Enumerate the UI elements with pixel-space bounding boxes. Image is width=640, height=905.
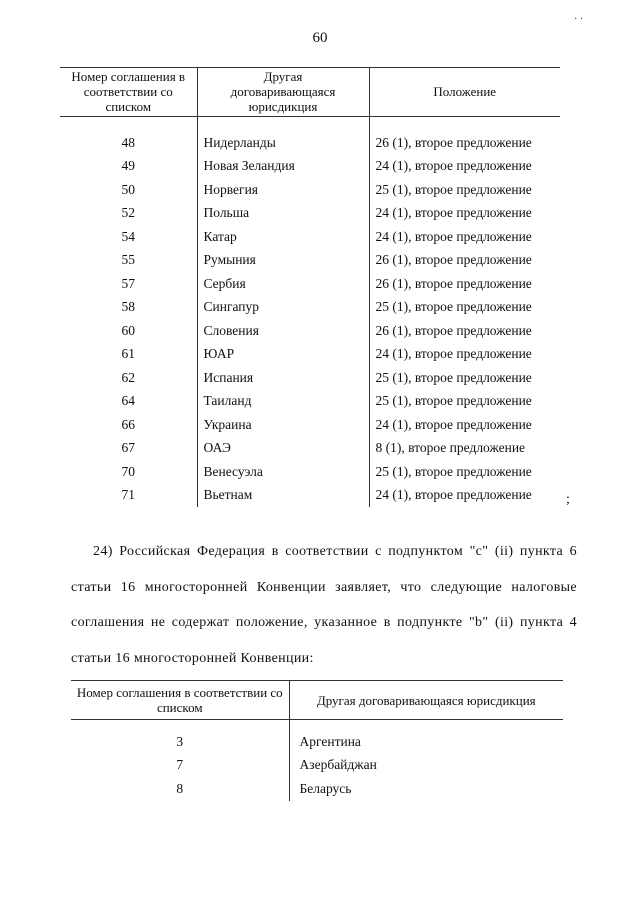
jurisdiction-cell: Беларусь bbox=[289, 777, 563, 801]
agreement-number-cell: 62 bbox=[121, 369, 135, 385]
provision-cell: 26 (1), второе предложение bbox=[369, 131, 560, 155]
provision-cell: 25 (1), второе предложение bbox=[369, 178, 560, 202]
agreement-number-cell: 49 bbox=[121, 158, 135, 174]
jurisdiction-cell: Румыния bbox=[197, 249, 369, 273]
jurisdiction-cell: Нидерланды bbox=[197, 131, 369, 155]
agreement-number-cell: 55 bbox=[121, 252, 135, 268]
jurisdiction-cell: Азербайджан bbox=[289, 754, 563, 778]
table-row bbox=[60, 460, 560, 484]
provision-cell: 24 (1), второе предложение bbox=[369, 484, 560, 508]
agreement-number-cell: 54 bbox=[121, 228, 135, 244]
header-agreement-number: Номер соглашения в соответствии со списком bbox=[71, 681, 289, 720]
agreement-number-cell: 48 bbox=[121, 134, 135, 150]
jurisdiction-cell: ОАЭ bbox=[197, 437, 369, 461]
provision-cell: 25 (1), второе предложение bbox=[369, 460, 560, 484]
agreement-number-cell: 70 bbox=[121, 463, 135, 479]
provision-cell: 8 (1), второе предложение bbox=[369, 437, 560, 461]
table-row bbox=[60, 319, 560, 343]
table-row bbox=[60, 202, 560, 226]
table-row bbox=[71, 730, 563, 754]
corner-mark: · · bbox=[574, 14, 584, 25]
table-row bbox=[60, 484, 560, 508]
agreement-number-cell: 71 bbox=[121, 487, 135, 503]
jurisdiction-cell: Таиланд bbox=[197, 390, 369, 414]
agreement-number-cell: 67 bbox=[121, 440, 135, 456]
agreement-number-cell: 58 bbox=[121, 299, 135, 315]
jurisdiction-cell: Аргентина bbox=[289, 730, 563, 754]
jurisdiction-cell: Норвегия bbox=[197, 178, 369, 202]
provision-cell: 24 (1), второе предложение bbox=[369, 202, 560, 226]
agreement-number-cell: 52 bbox=[121, 205, 135, 221]
agreement-number-cell: 64 bbox=[121, 393, 135, 409]
table-row bbox=[60, 225, 560, 249]
jurisdiction-cell: Сингапур bbox=[197, 296, 369, 320]
agreement-number-cell: 50 bbox=[121, 181, 135, 197]
provisions-table bbox=[60, 67, 560, 507]
header-jurisdiction: Другая договаривающаяся юрисдикция bbox=[289, 681, 563, 720]
table-row bbox=[60, 155, 560, 179]
table-row bbox=[60, 249, 560, 273]
provision-cell: 26 (1), второе предложение bbox=[369, 272, 560, 296]
table-row bbox=[60, 272, 560, 296]
provision-cell: 26 (1), второе предложение bbox=[369, 249, 560, 273]
paragraph-text: 24) Российская Федерация в соответствии с подпунктом "с" (ii) пункта 6 статьи 16 многосторонней Конвенции заявляет, что следующие налоговые соглашения не содержат положение, указанное в подпункте "b" (ii) пункта 4 статьи 16 многосторонней Конвенции: bbox=[71, 544, 577, 666]
jurisdiction-cell: Венесуэла bbox=[197, 460, 369, 484]
header-agreement-number: Номер соглашения в соответствии со списком bbox=[60, 68, 197, 117]
jurisdiction-cell: ЮАР bbox=[197, 343, 369, 367]
jurisdiction-cell: Сербия bbox=[197, 272, 369, 296]
provision-cell: 24 (1), второе предложение bbox=[369, 155, 560, 179]
jurisdiction-cell: Новая Зеландия bbox=[197, 155, 369, 179]
agreement-number-cell: 8 bbox=[176, 780, 184, 796]
provision-cell: 24 (1), второе предложение bbox=[369, 343, 560, 367]
table-row bbox=[60, 131, 560, 155]
table-row bbox=[60, 366, 560, 390]
jurisdiction-cell: Польша bbox=[197, 202, 369, 226]
agreement-number-cell: 3 bbox=[176, 733, 184, 749]
jurisdiction-cell: Катар bbox=[197, 225, 369, 249]
table-row bbox=[71, 777, 563, 801]
table-row bbox=[60, 390, 560, 414]
jurisdiction-cell: Испания bbox=[197, 366, 369, 390]
header-provision: Положение bbox=[369, 68, 560, 117]
provision-cell: 26 (1), второе предложение bbox=[369, 319, 560, 343]
agreement-number-cell: 57 bbox=[121, 275, 135, 291]
declaration-paragraph bbox=[71, 534, 577, 676]
table-header-row bbox=[71, 681, 563, 720]
agreement-number-cell: 61 bbox=[121, 346, 135, 362]
trailing-semicolon: ; bbox=[566, 492, 570, 507]
table-row bbox=[60, 178, 560, 202]
table-row bbox=[71, 754, 563, 778]
page-number: 60 bbox=[312, 30, 328, 46]
provision-cell: 24 (1), второе предложение bbox=[369, 225, 560, 249]
header-jurisdiction: Другая договаривающаяся юрисдикция bbox=[197, 68, 369, 117]
provision-cell: 25 (1), второе предложение bbox=[369, 296, 560, 320]
agreement-number-cell: 60 bbox=[121, 322, 135, 338]
jurisdictions-table bbox=[71, 680, 563, 801]
agreement-number-cell: 66 bbox=[121, 416, 135, 432]
provision-cell: 25 (1), второе предложение bbox=[369, 390, 560, 414]
table-row bbox=[60, 296, 560, 320]
table-row bbox=[60, 343, 560, 367]
provision-cell: 25 (1), второе предложение bbox=[369, 366, 560, 390]
table-row bbox=[60, 413, 560, 437]
jurisdiction-cell: Украина bbox=[197, 413, 369, 437]
table-header-row bbox=[60, 68, 560, 117]
table-row bbox=[60, 437, 560, 461]
agreement-number-cell: 7 bbox=[176, 757, 184, 773]
jurisdiction-cell: Вьетнам bbox=[197, 484, 369, 508]
jurisdiction-cell: Словения bbox=[197, 319, 369, 343]
provision-cell: 24 (1), второе предложение bbox=[369, 413, 560, 437]
